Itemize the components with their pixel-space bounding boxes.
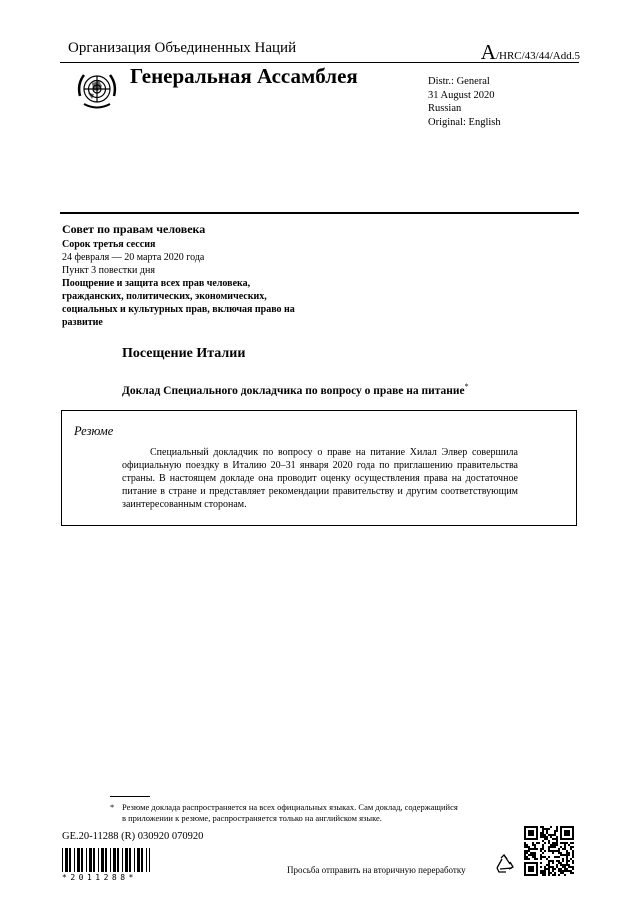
agenda-item: Пункт 3 повестки дня xyxy=(62,265,155,276)
document-title: Посещение Италии xyxy=(122,346,246,361)
un-emblem-icon xyxy=(74,66,120,112)
footnote xyxy=(110,802,520,824)
subtitle-text: Доклад Специального докладчика по вопросу о праве на питание xyxy=(122,384,465,397)
document-subtitle xyxy=(122,382,469,397)
footnote-marker: * xyxy=(464,382,469,391)
language-line: Russian xyxy=(428,103,462,114)
barcode-number: *2011288* xyxy=(62,873,137,882)
general-assembly-heading: Генеральная Ассамблея xyxy=(130,64,358,88)
summary-text: Специальный докладчик по вопросу о праве на питание Хилал Элвер совершила официальную поездку в Италию 20–31 января 2020 года по приглашению правительства страны. В настоящем докладе она проводит оценку осуществления права на достаточное питание в стране и представляет рекомендации правительству и другим соответствующим заинтересованным сторонам. xyxy=(122,447,518,510)
recycle-icon xyxy=(494,854,514,874)
symbol-letter: A xyxy=(480,40,496,64)
council-name: Совет по правам человека xyxy=(62,222,206,236)
section-rule xyxy=(60,212,579,214)
recycle-text: Просьба отправить на вторичную переработку xyxy=(287,865,466,875)
qr-code-icon xyxy=(524,826,574,876)
barcode-icon xyxy=(62,848,150,874)
distr-line: Distr.: General xyxy=(428,76,490,87)
footnote-rule xyxy=(110,796,150,797)
session-block xyxy=(62,238,302,329)
organization-name: Организация Объединенных Наций xyxy=(68,40,297,56)
agenda-title: Поощрение и защита всех прав человека, гражданских, политических, экономических, социальных и культурных прав, включая право на развитие xyxy=(62,278,295,328)
footnote-mark: * xyxy=(110,802,115,812)
original-language-line: Original: English xyxy=(428,116,501,128)
session-dates: 24 февраля — 20 марта 2020 года xyxy=(62,252,205,263)
distribution-block xyxy=(428,75,501,129)
summary-heading: Резюме xyxy=(74,424,114,438)
footnote-line-1: Резюме доклада распространяется на всех официальных языках. Сам доклад, содержащийся xyxy=(122,802,458,812)
date-line: 31 August 2020 xyxy=(428,89,495,101)
session-name: Сорок третья сессия xyxy=(62,239,156,250)
header-rule xyxy=(60,62,579,63)
job-number: GE.20-11288 (R) 030920 070920 xyxy=(62,831,204,842)
symbol-code: /HRC/43/44/Add.5 xyxy=(495,50,580,62)
footnote-line-2: в приложении к резюме, распространяется только на английском языке. xyxy=(122,813,382,823)
